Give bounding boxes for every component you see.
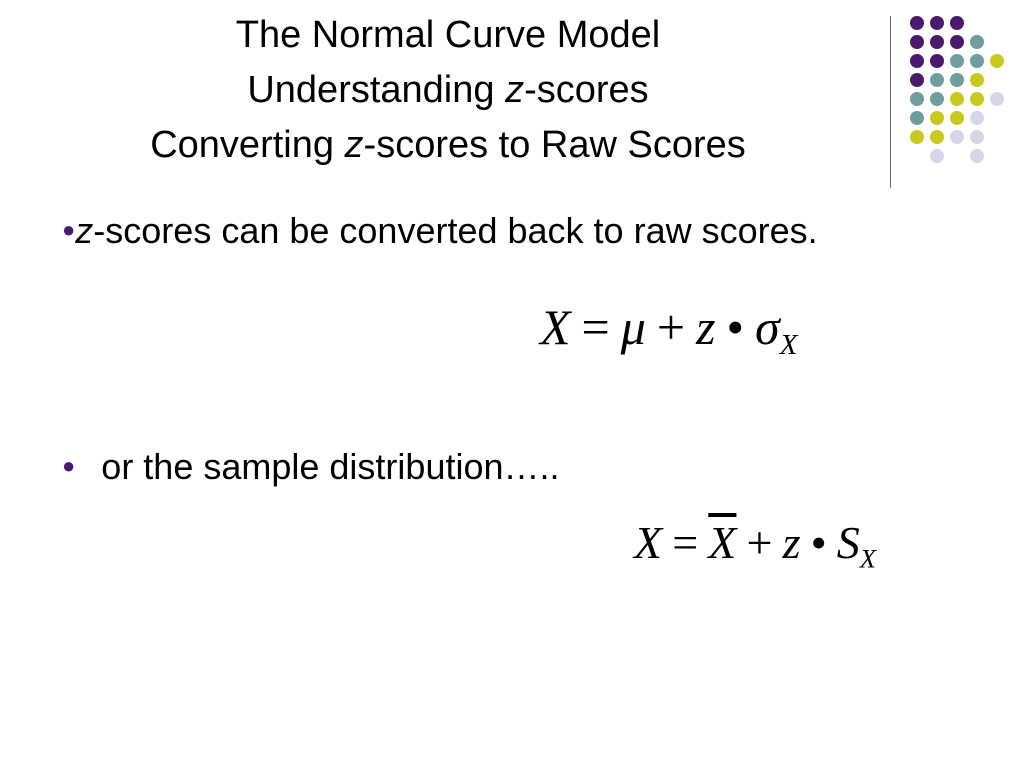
decorative-dot [970,92,984,106]
formula-population [540,299,798,362]
formula-1-lhs: X [540,299,571,355]
decorative-dot [910,73,924,87]
title-line-2-prefix: Understanding [247,69,506,111]
decorative-dot [970,73,984,87]
formula-1-equals: = [581,299,610,355]
formula-2-dot: • [810,517,827,568]
decorative-dot [950,16,964,30]
decorative-dot [910,92,924,106]
bullet-2-text: or the sample distribution….. [101,446,560,487]
title-line-1: The Normal Curve Model [235,14,661,56]
title-line-3-prefix: Converting [150,124,345,166]
decorative-dot [930,35,944,49]
decorative-dot [930,149,944,163]
decorative-dot [910,111,924,125]
decorative-dot [970,130,984,144]
decorative-dot [910,16,924,30]
formula-1-dot: • [726,299,745,355]
title-line-3-z: z [344,124,364,166]
decorative-dot [910,35,924,49]
decorative-dot [950,92,964,106]
formula-1-plus: + [656,299,686,355]
formula-1-mu: μ [620,299,646,355]
bullet-icon: ● [62,217,76,242]
formula-2-z: z [782,517,801,568]
decorative-dot [910,130,924,144]
decorative-dot [970,111,984,125]
decorative-dot [990,92,1004,106]
formula-2-lhs: X [634,517,663,568]
decorative-dot [930,111,944,125]
decorative-dot [910,54,924,68]
title-line-2-suffix: -scores [524,69,649,111]
formula-1-subscript: X [779,329,798,362]
decorative-dot [970,149,984,163]
decorative-dot [930,92,944,106]
bullet-1-z: z [75,210,94,251]
decorative-dot [950,35,964,49]
formula-sample [634,517,877,574]
formula-2-sample-mean: $\overline{X}$ [708,517,737,568]
bullet-item-2 [62,440,852,492]
decorative-dot [930,54,944,68]
formula-1-sigma: σ [755,299,780,355]
decorative-dot [950,73,964,87]
title-line-3-suffix: -scores to Raw Scores [363,124,746,166]
bullet-icon: ● [62,453,76,478]
bullet-item-1 [62,204,852,256]
decorative-dot-grid [0,0,1024,200]
decorative-dot [950,111,964,125]
decorative-dot [930,16,944,30]
decorative-dot [950,130,964,144]
formula-2-s: S [836,517,860,568]
decorative-dot [970,35,984,49]
bullet-1-text: -scores can be converted back to raw scores. [93,210,818,251]
title-line-2-z: z [505,69,525,111]
decorative-dot [970,54,984,68]
formula-2-equals: = [672,517,699,568]
decorative-dot [950,54,964,68]
decorative-dot [990,54,1004,68]
decorative-dot [930,130,944,144]
formula-2-plus: + [746,517,773,568]
formula-1-z: z [696,299,716,355]
decorative-dot [930,73,944,87]
formula-2-subscript: X [859,543,877,574]
